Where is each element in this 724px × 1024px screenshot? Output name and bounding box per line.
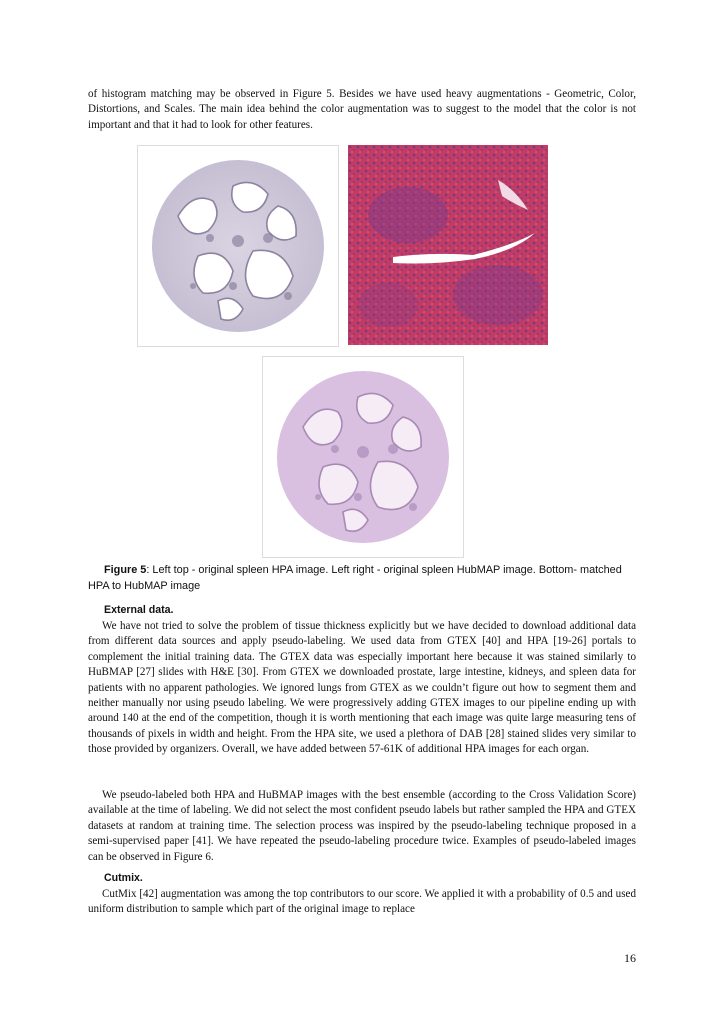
matched-tissue-core-icon <box>263 357 463 557</box>
hpa-tissue-core-icon <box>138 146 338 346</box>
section-heading-cutmix: Cutmix. <box>104 872 143 884</box>
matched-hpa-image <box>262 356 464 558</box>
figure-caption <box>88 563 636 594</box>
hubmap-tissue-icon <box>348 145 548 345</box>
figure-caption-text: : Left top - original spleen HPA image. Left right - original spleen HubMAP image. Bottom- matched HPA to HubMAP image <box>88 564 622 592</box>
section-heading-external-data: External data. <box>104 604 174 616</box>
intro-paragraph: of histogram matching may be observed in Figure 5. Besides we have used heavy augmentations - Geometric, Color, Distortions, and Scales. The main idea behind the color augmentation was to suggest to the model that the color is not important and that it had to look for other features. <box>88 88 636 131</box>
external-data-paragraph-1: We have not tried to solve the problem of tissue thickness explicitly but we have decided to download additional data from different data sources and apply pseudo-labeling. We used data from GTEX [40] and HPA [19-26] portals to complement the initial training data. The GTEX data was especially important here because it was stained similarly to HuBMAP [27] slides with H&E [30]. From GTEX we downloaded prostate, large intestine, kidneys, and spleen data for patients with no apparent pathologies. We ignored lungs from GTEX as we couldn’t figure out how to segment them and neither manually nor using pseudo labeling. We were progressively adding GTEX images to our pipeline ending up with around 140 at the end of the competition, though it is worth mentioning that each image was quite large measuring tens of thousands of pixels in width and height. From the HPA site, we used a plethora of DAB [28] stained slides very similar to those provided by organizers. Overall, we have added between 57-61K of additional HPA images for each organ. <box>88 620 636 756</box>
hpa-original-image <box>137 145 339 347</box>
cutmix-paragraph: CutMix [42] augmentation was among the top contributors to our score. We applied it with a probability of 0.5 and used uniform distribution to sample which part of the original image to replace <box>88 888 636 916</box>
external-data-paragraph-2: We pseudo-labeled both HPA and HuBMAP images with the best ensemble (according to the Cross Validation Score) available at the time of labeling. We did not select the most confident pseudo labels but rather sampled the HPA and GTEX datasets at random at training time. The selection process was inspired by the pseudo-labeling technique proposed in a semi-supervised paper [41]. We have repeated the pseudo-labeling procedure twice. Examples of pseudo-labeled images can be observed in Figure 6. <box>88 789 636 863</box>
figure-label: Figure 5 <box>104 564 147 576</box>
hubmap-original-image <box>348 145 548 345</box>
page-number: 16 <box>624 951 636 965</box>
